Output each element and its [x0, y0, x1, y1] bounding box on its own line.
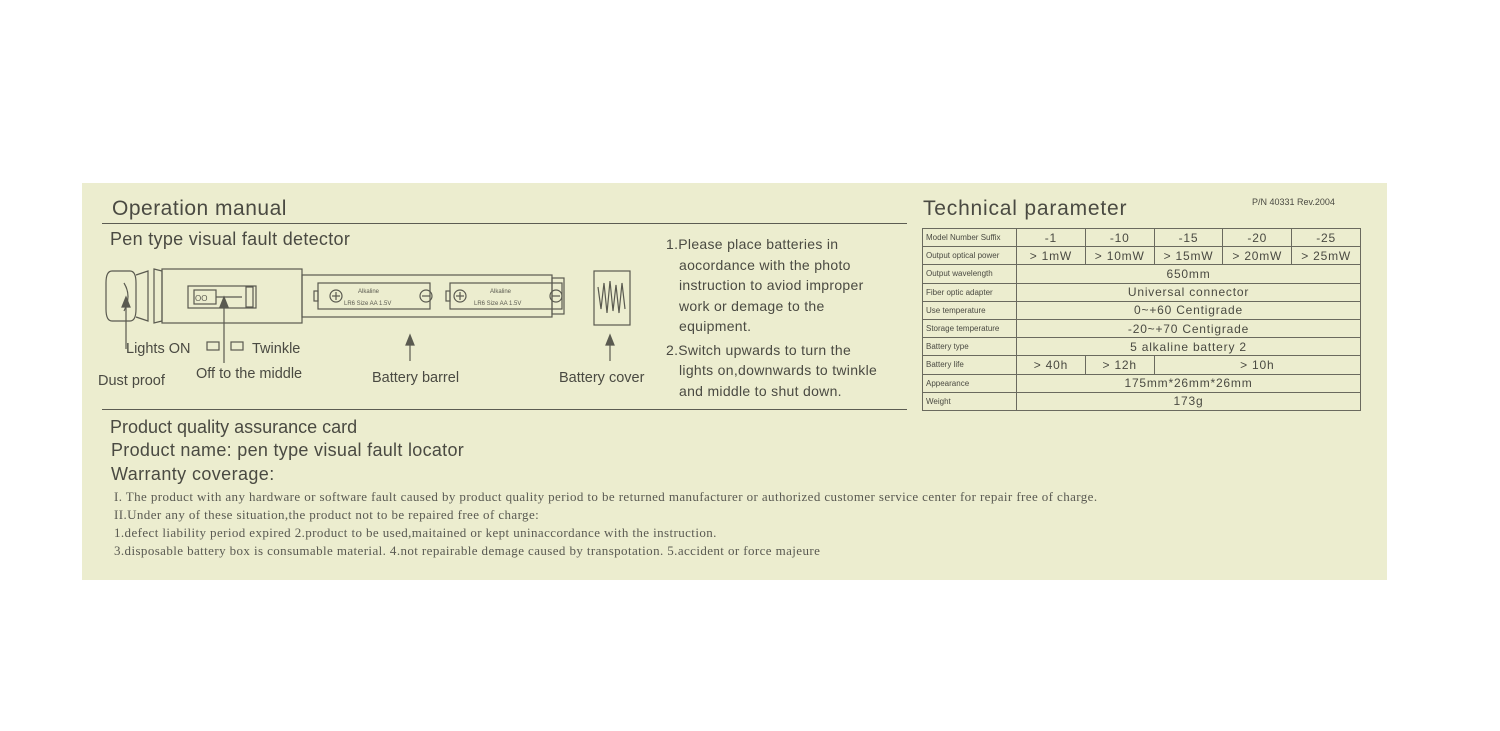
switch-position-mark: OO: [195, 294, 208, 303]
spec-value: -1: [1017, 229, 1086, 247]
manual-label-card: [82, 183, 1387, 580]
battery-cover-label: Battery cover: [559, 370, 645, 386]
table-row: [923, 319, 1361, 337]
table-row: [923, 374, 1361, 392]
off-to-middle-label: Off to the middle: [196, 366, 303, 382]
lights-on-label: Lights ON: [126, 341, 191, 357]
battery-spec-2: LR6 Size AA 1.5V: [474, 301, 522, 307]
table-row: [923, 229, 1361, 247]
spec-value: > 25mW: [1292, 247, 1361, 265]
instruction-2: 2.Switch upwards to turn the lights on,downwards to twinkle and middle to shut down.: [666, 341, 878, 399]
quality-card-title: Product quality assurance card: [110, 417, 358, 437]
spec-label: Fiber optic adapter: [923, 283, 1017, 301]
spec-value: > 20mW: [1223, 247, 1292, 265]
spec-label: Output optical power: [923, 247, 1017, 265]
detector-subtitle: Pen type visual fault detector: [110, 229, 351, 249]
battery-spec-1: LR6 Size AA 1.5V: [344, 301, 392, 307]
spec-value: > 10h: [1154, 356, 1360, 374]
spec-label: Battery life: [923, 356, 1017, 374]
spec-label: Output wavelength: [923, 265, 1017, 283]
battery-brand-2: Alkaline: [490, 289, 512, 295]
technical-parameter-table: [922, 228, 1361, 411]
battery-brand-1: Alkaline: [358, 289, 380, 295]
warranty-coverage-title: Warranty coverage:: [111, 464, 275, 484]
spec-value: 175mm*26mm*26mm: [1017, 374, 1361, 392]
spec-value: -15: [1154, 229, 1223, 247]
operation-instructions: [666, 234, 877, 404]
spec-value: > 40h: [1017, 356, 1086, 374]
spec-label: Storage temperature: [923, 319, 1017, 337]
spec-value: 5 alkaline battery 2: [1017, 338, 1361, 356]
table-row: [923, 283, 1361, 301]
spec-value: -10: [1085, 229, 1154, 247]
spec-label: Battery type: [923, 338, 1017, 356]
part-number: P/N 40331 Rev.2004: [1252, 197, 1335, 207]
spec-label: Model Number Suffix: [923, 229, 1017, 247]
warranty-line: 3.disposable battery box is consumable material. 4.not repairable demage caused by transpotation. 5.accident or force majeure: [114, 543, 821, 558]
spec-label: Weight: [923, 392, 1017, 410]
spec-value: > 15mW: [1154, 247, 1223, 265]
spec-value: Universal connector: [1017, 283, 1361, 301]
product-name: Product name: pen type visual fault locator: [111, 440, 465, 460]
spec-value: -20~+70 Centigrade: [1017, 319, 1361, 337]
table-row: [923, 265, 1361, 283]
spec-value: > 10mW: [1085, 247, 1154, 265]
spec-value: -20: [1223, 229, 1292, 247]
battery-barrel-label: Battery barrel: [372, 370, 460, 386]
spec-value: 173g: [1017, 392, 1361, 410]
twinkle-label: Twinkle: [252, 341, 301, 357]
spec-value: > 12h: [1085, 356, 1154, 374]
warranty-line: 1.defect liability period expired 2.product to be used,maitained or kept uninaccordance with the instruction.: [114, 525, 717, 540]
instruction-1: 1.Please place batteries in aocordance with the photo instruction to aviod improper work or demage to the equipment.: [666, 236, 864, 334]
technical-parameter-title: Technical parameter: [923, 197, 1128, 220]
table-row: [923, 392, 1361, 410]
spec-value: -25: [1292, 229, 1361, 247]
spec-label: Appearance: [923, 374, 1017, 392]
spec-label: Use temperature: [923, 301, 1017, 319]
warranty-line: I. The product with any hardware or software fault caused by product quality period to be returned manufacturer or authorized customer service center for repair free of charge.: [114, 489, 1098, 504]
warranty-line: II.Under any of these situation,the product not to be repaired free of charge:: [114, 507, 540, 522]
table-row: [923, 338, 1361, 356]
table-row: [923, 356, 1361, 374]
operation-manual-title: Operation manual: [112, 197, 287, 220]
dust-proof-label: Dust proof: [98, 373, 165, 389]
table-row: [923, 301, 1361, 319]
spec-value: > 1mW: [1017, 247, 1086, 265]
table-row: [923, 247, 1361, 265]
section-divider: [102, 409, 907, 410]
spec-value: 650mm: [1017, 265, 1361, 283]
spec-value: 0~+60 Centigrade: [1017, 301, 1361, 319]
